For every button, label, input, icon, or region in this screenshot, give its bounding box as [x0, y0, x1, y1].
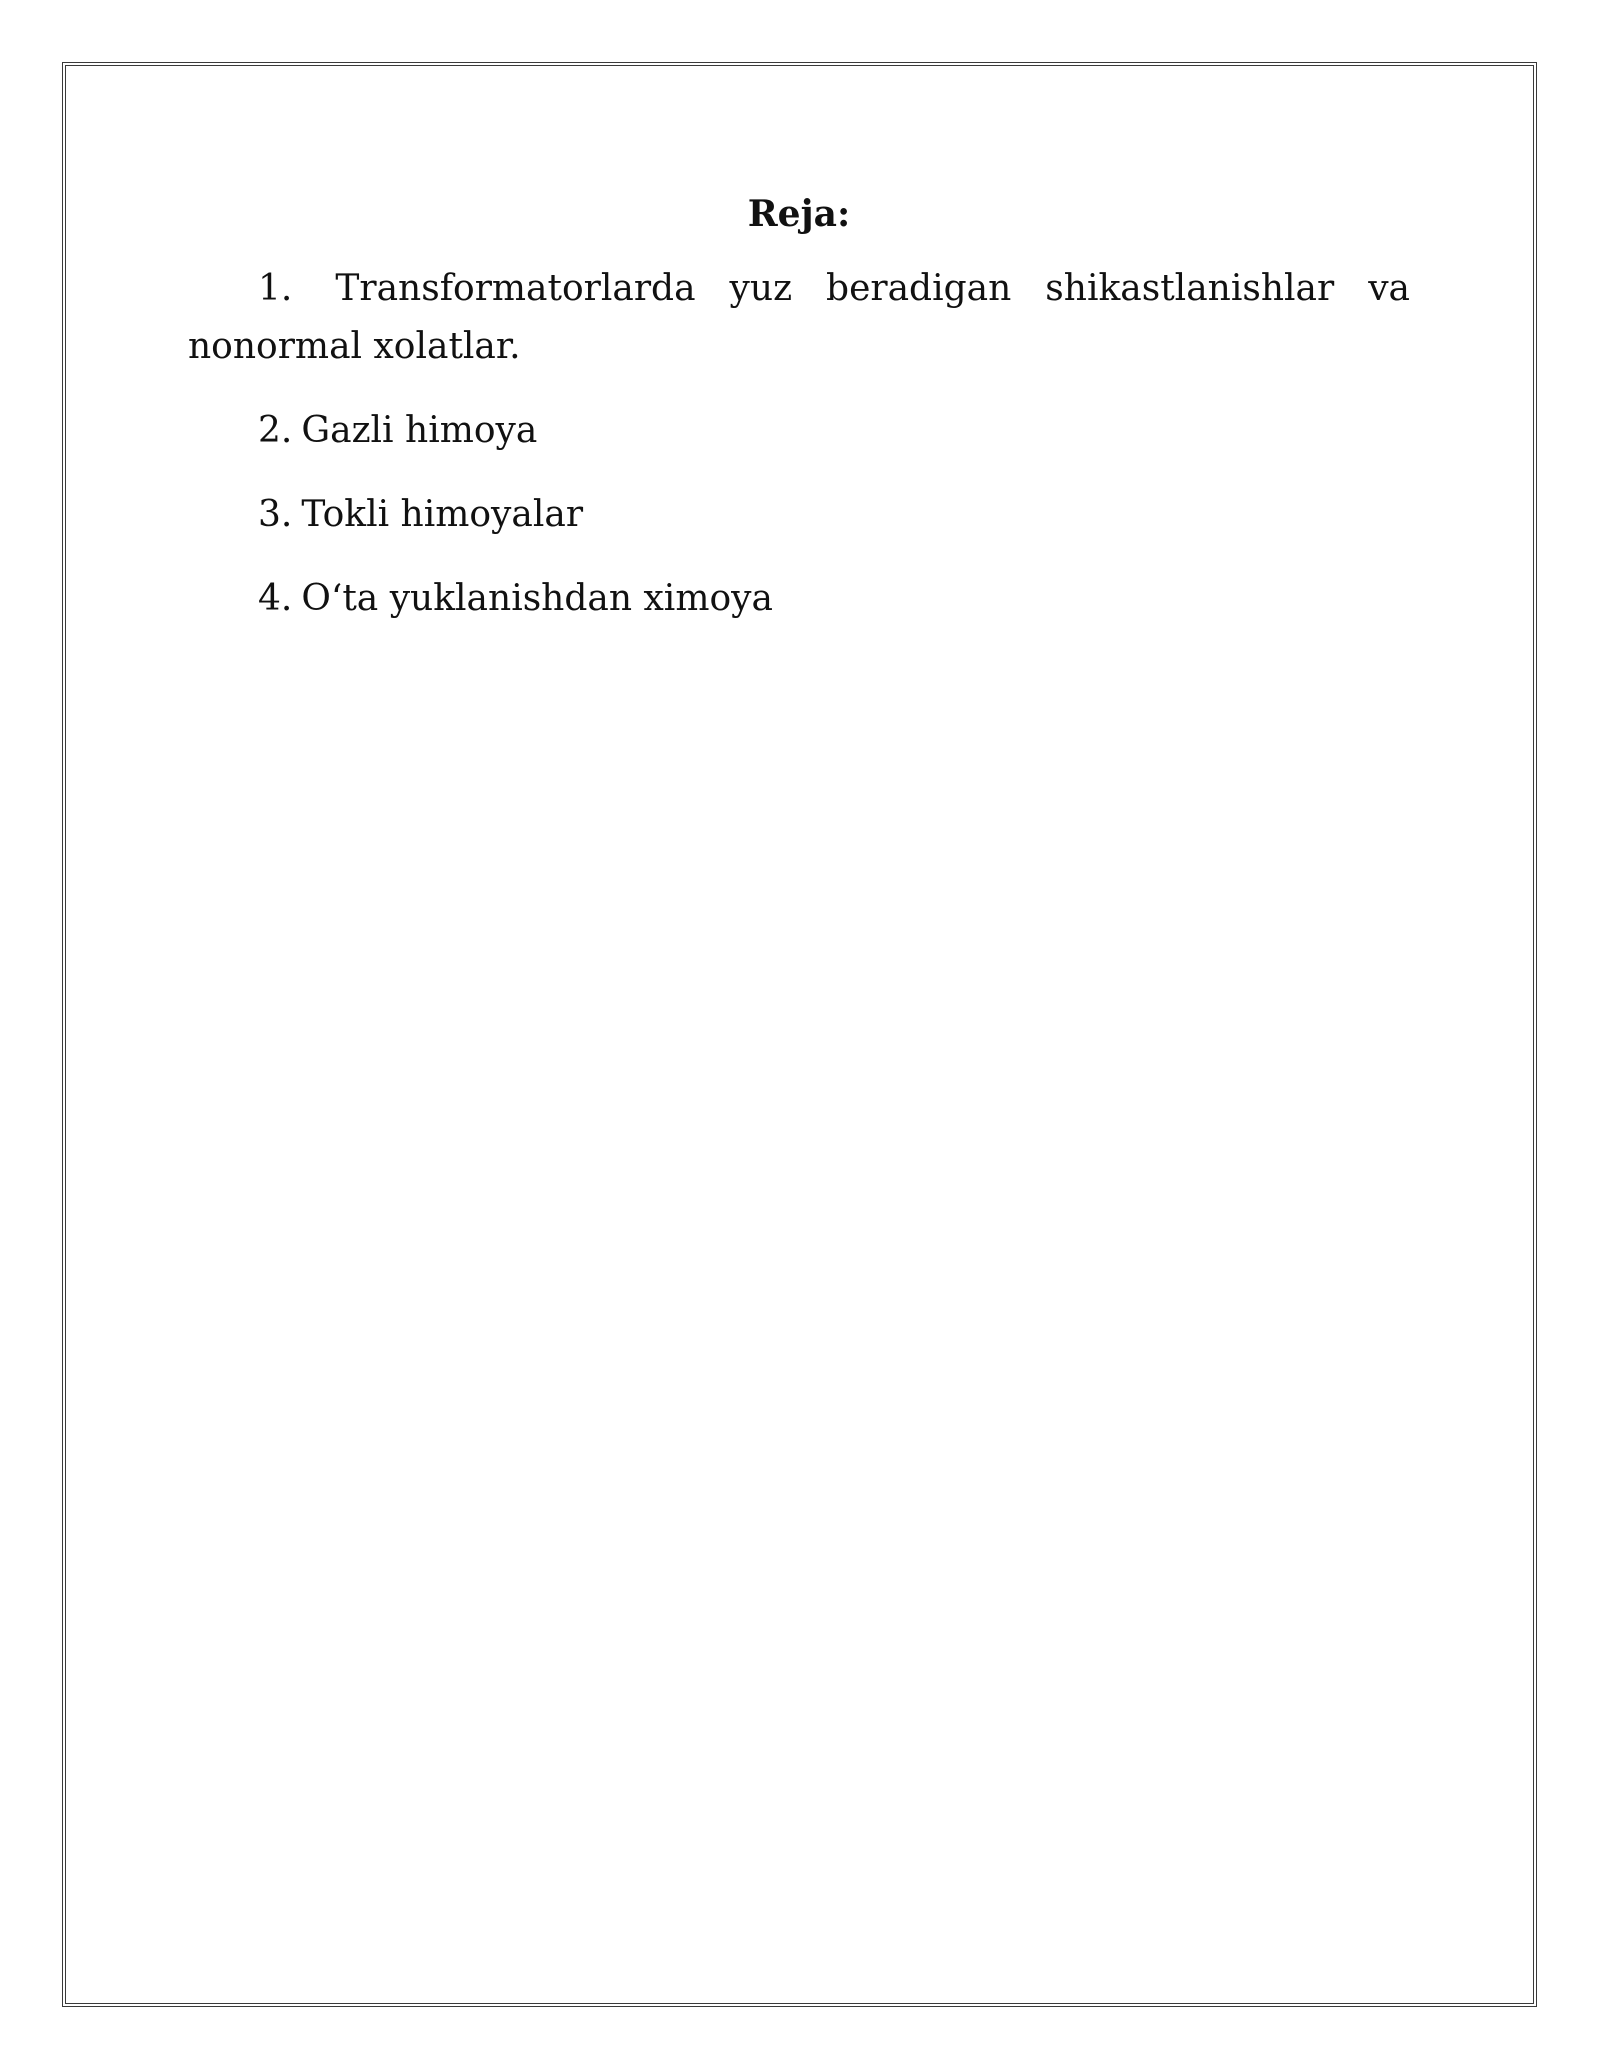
page-title: Reja:: [747, 193, 851, 235]
plan-item-3: [188, 486, 1410, 544]
plan-item-text: O‘ta yuklanishdan ximoya: [301, 578, 773, 619]
plan-item-2: [188, 402, 1410, 460]
plan-item-number: 3.: [258, 494, 293, 535]
plan-item-text: Tokli himoyalar: [301, 494, 584, 535]
plan-item-number: 4.: [258, 578, 293, 619]
plan-item-text: Gazli himoya: [301, 410, 538, 451]
plan-item-4: [188, 570, 1410, 628]
plan-item-1: [188, 260, 1410, 376]
plan-item-text: Transformatorlarda yuz beradigan shikastlanishlar va nonormal xolatlar.: [188, 268, 1410, 367]
plan-item-number: 2.: [258, 410, 293, 451]
document-body: [188, 190, 1410, 654]
plan-item-number: 1.: [258, 268, 293, 309]
